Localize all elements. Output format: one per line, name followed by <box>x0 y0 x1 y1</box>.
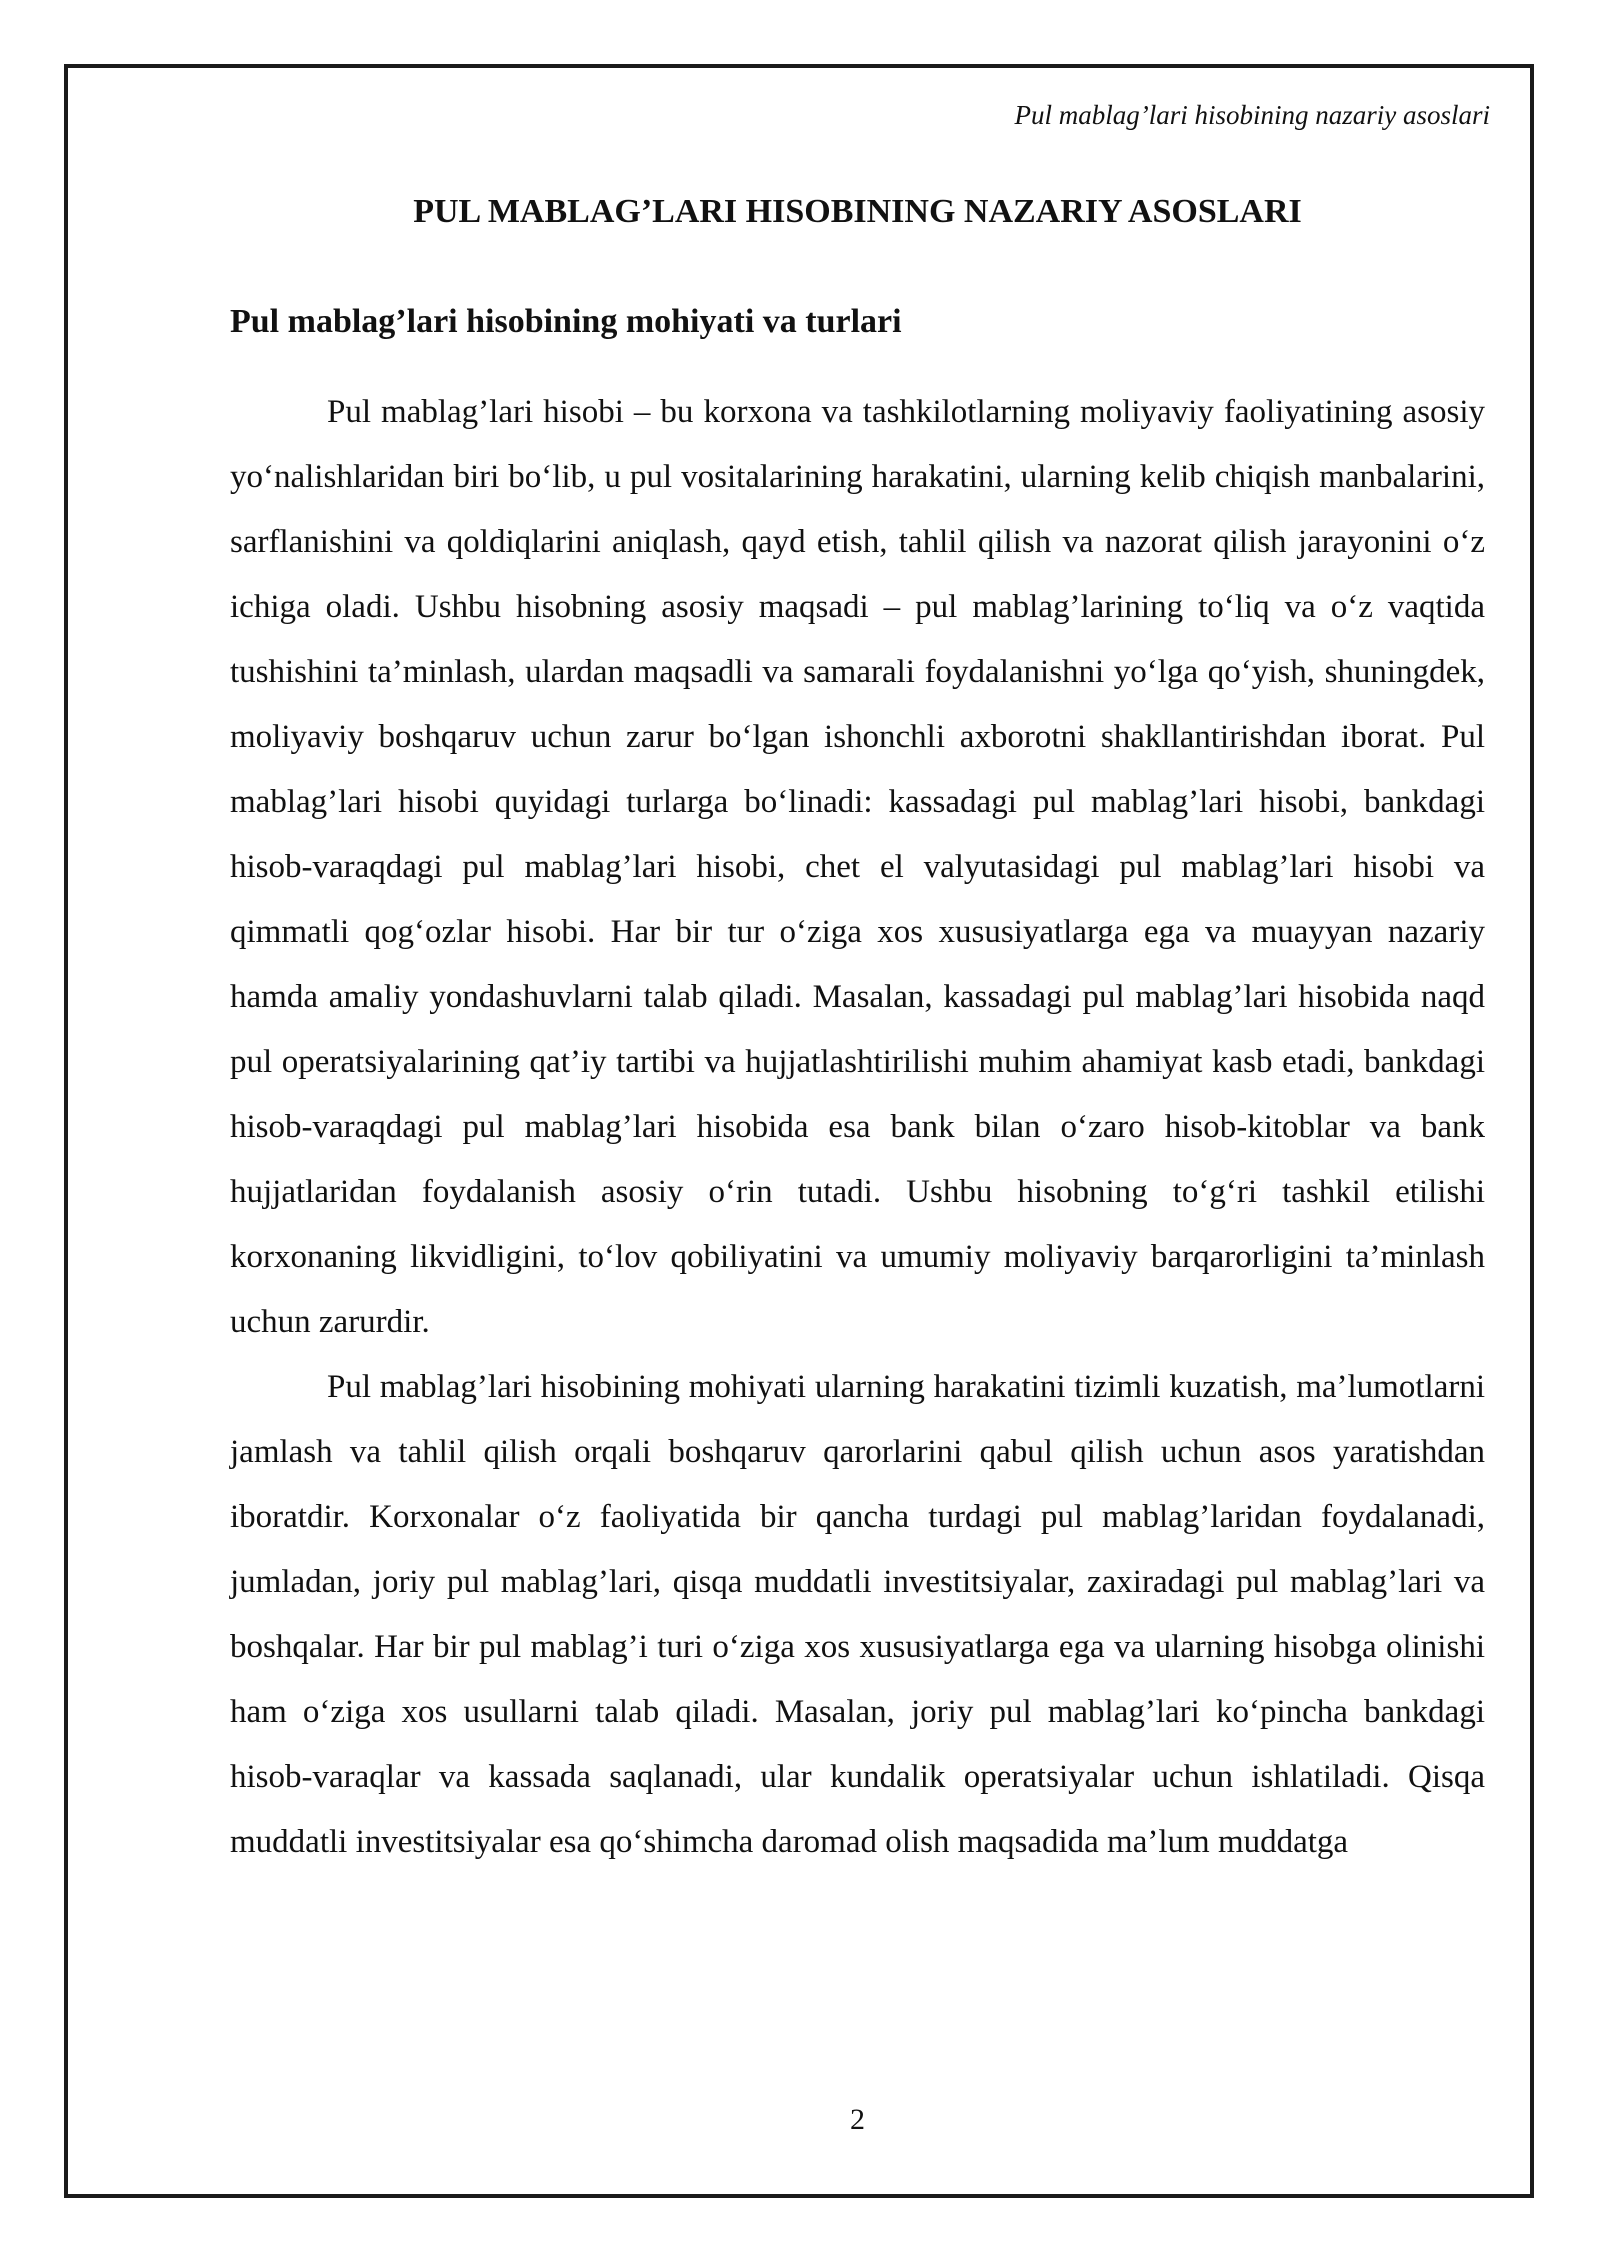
document-title: PUL MABLAG’LARI HISOBINING NAZARIY ASOSLARI <box>413 193 1302 230</box>
paragraph-2: Pul mablag’lari hisobining mohiyati ularning harakatini tizimli kuzatish, ma’lumotlarni jamlash va tahlil qilish orqali boshqaruv qarorlarini qabul qilish uchun asos yaratishdan iboratdir. Korxonalar o‘z faoliyatida bir qancha turdagi pul mablag’laridan foydalanadi, jumladan, joriy pul mablag’lari, qisqa muddatli investitsiyalar, zaxiradagi pul mablag’lari va boshqalar. Har bir pul mablag’i turi o‘ziga xos xususiyatlarga ega va ularning hisobga olinishi ham o‘ziga xos usullarni talab qiladi. Masalan, joriy pul mablag’lari ko‘pincha bankdagi hisob-varaqlar va kassada saqlanadi, ular kundalik operatsiyalar uchun ishlatiladi. Qisqa muddatli investitsiyalar esa qo‘shimcha daromad olish maqsadida ma’lum muddatga <box>230 1369 1485 1860</box>
section-heading: Pul mablag’lari hisobining mohiyati va turlari <box>230 303 902 340</box>
body-text <box>230 380 1485 1875</box>
page-number: 2 <box>850 2103 865 2136</box>
running-header: Pul mablag’lari hisobining nazariy asoslari <box>1014 100 1490 130</box>
paragraph-1: Pul mablag’lari hisobi – bu korxona va tashkilotlarning moliyaviy faoliyatining asosiy yo‘nalishlaridan biri bo‘lib, u pul vositalarining harakatini, ularning kelib chiqish manbalarini, sarflanishini va qoldiqlarini aniqlash, qayd etish, tahlil qilish va nazorat qilish jarayonini o‘z ichiga oladi. Ushbu hisobning asosiy maqsadi – pul mablag’larining to‘liq va o‘z vaqtida tushishini ta’minlash, ulardan maqsadli va samarali foydalanishni yo‘lga qo‘yish, shuningdek, moliyaviy boshqaruv uchun zarur bo‘lgan ishonchli axborotni shakllantirishdan iborat. Pul mablag’lari hisobi quyidagi turlarga bo‘linadi: kassadagi pul mablag’lari hisobi, bankdagi hisob-varaqdagi pul mablag’lari hisobi, chet el valyutasidagi pul mablag’lari hisobi va qimmatli qog‘ozlar hisobi. Har bir tur o‘ziga xos xususiyatlarga ega va muayyan nazariy hamda amaliy yondashuvlarni talab qiladi. Masalan, kassadagi pul mablag’lari hisobida naqd pul operatsiyalarining qat’iy tartibi va hujjatlashtirilishi muhim ahamiyat kasb etadi, bankdagi hisob-varaqdagi pul mablag’lari hisobida esa bank bilan o‘zaro hisob-kitoblar va bank hujjatlaridan foydalanish asosiy o‘rin tutadi. Ushbu hisobning to‘g‘ri tashkil etilishi korxonaning likvidligini, to‘lov qobiliyatini va umumiy moliyaviy barqarorligini ta’minlash uchun zarurdir. <box>230 394 1485 1340</box>
